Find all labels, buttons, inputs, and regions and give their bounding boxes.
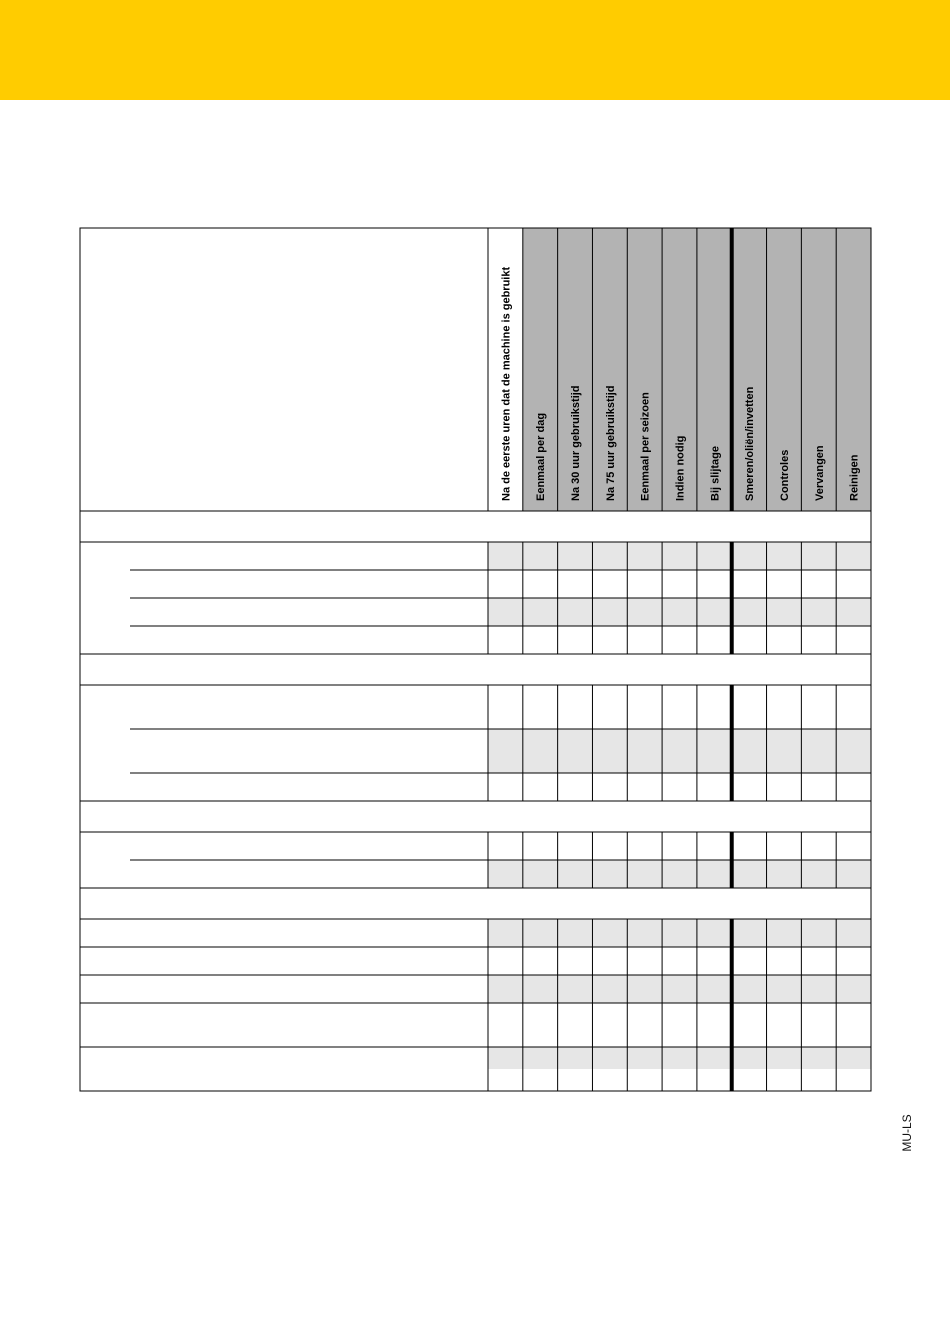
- shaded-row: [488, 1047, 871, 1069]
- column-header-2: Eenmaal per dag: [535, 412, 548, 501]
- shaded-row: [488, 598, 871, 626]
- document-code-text: MU-LS: [900, 1114, 914, 1152]
- column-header-9: Controles: [778, 449, 791, 501]
- column-header-3: Na 30 uur gebruikstijd: [570, 385, 583, 501]
- shaded-row: [488, 729, 871, 773]
- shaded-row: [488, 860, 871, 888]
- column-header-7: Bij slijtage: [709, 445, 722, 501]
- column-header-11: Reinigen: [848, 454, 861, 501]
- column-header-4: Na 75 uur gebruikstijd: [604, 385, 617, 501]
- column-header-8: Smeren/oliën/invetten: [744, 386, 757, 501]
- column-header-10: Vervangen: [813, 445, 826, 501]
- column-header-6: Indien nodig: [674, 435, 687, 501]
- document-code: [894, 1112, 920, 1154]
- column-header-1: Na de eerste uren dat de machine is gebruikt: [500, 266, 513, 501]
- shaded-row: [488, 919, 871, 947]
- shaded-row: [488, 542, 871, 570]
- shaded-row: [488, 975, 871, 1003]
- column-header-5: Eenmaal per seizoen: [639, 392, 652, 501]
